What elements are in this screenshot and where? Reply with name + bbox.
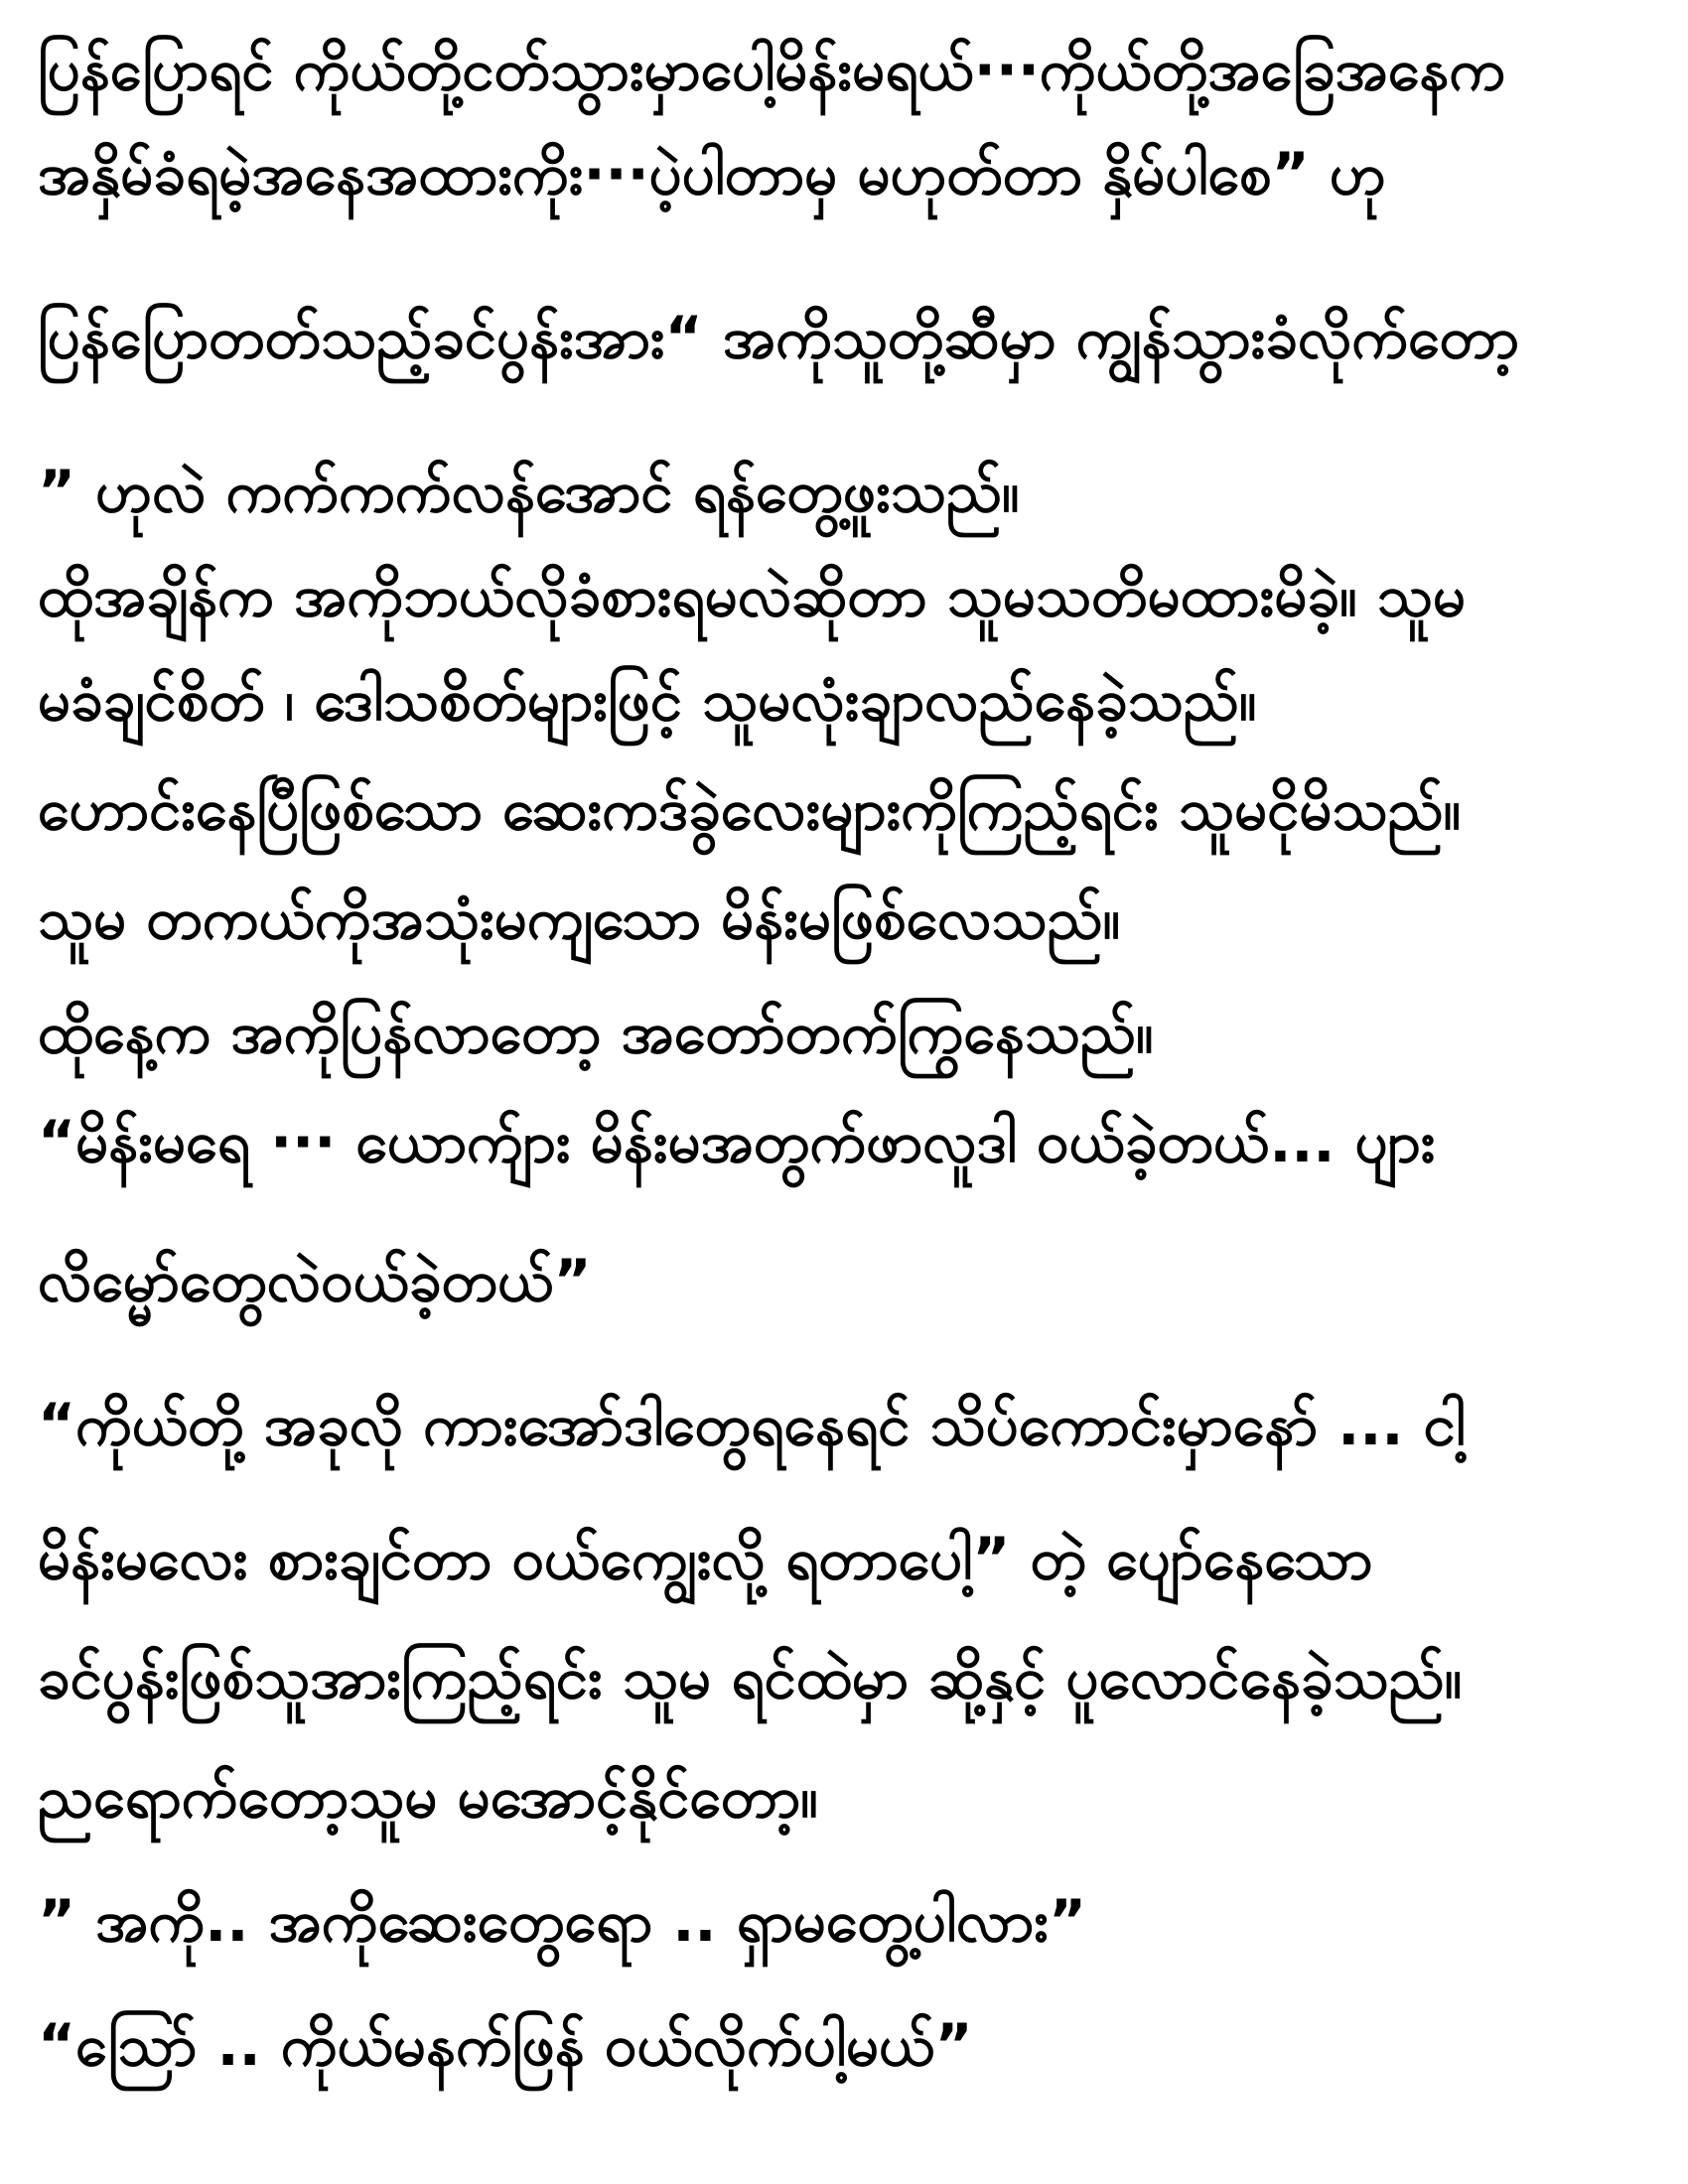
text-line: ” အကို.. အကိုဆေးတွေရော .. ရှာမတွေ့ပါလား” (38, 1887, 1087, 1955)
text-line: ဟောင်းနေပြီဖြစ်သော ဆေးကဒ်ခွဲလေးများကိုကြည့်ရင်း သူမငိုမိသည်။ (38, 775, 1462, 843)
text-line: ” ဟုလဲ ကက်ကက်လန်အောင် ရန်တွေ့ဖူးသည်။ (38, 458, 1020, 525)
text-line: ပြန်ပြောရင် ကိုယ်တို့ငတ်သွားမှာပေါ့မိန်းမရယ်···ကိုယ်တို့အခြေအနေက (38, 36, 1506, 103)
text-line: လိမ္မော်တွေလဲဝယ်ခဲ့တယ်” (38, 1247, 592, 1314)
text-line: ခင်ပွန်းဖြစ်သူအားကြည့်ရင်း သူမ ရင်ထဲမှာ ဆို့နှင့် ပူလောင်နေခဲ့သည်။ (38, 1644, 1463, 1711)
text-line: “ဩော် .. ကိုယ်မနက်ဖြန် ဝယ်လိုက်ပါ့မယ်” (38, 2011, 973, 2079)
text-line: ထိုအချိန်က အကိုဘယ်လိုခံစားရမလဲဆိုတာ သူမသတိမထားမိခဲ့။ သူမ (38, 562, 1467, 629)
text-line: ညရောက်တော့သူမ မအောင့်နိုင်တော့။ (38, 1763, 818, 1831)
text-line: “မိန်းမရေ ··· ယောက်ျား မိန်းမအတွက်ဖာလူဒါ ဝယ်ခဲ့တယ်... ပျား (38, 1108, 1436, 1175)
text-line: မိန်းမလေး စားချင်တာ ဝယ်ကျွေးလို့ ရတာပေါ့” တဲ့ ပျော်နေသော (38, 1525, 1373, 1592)
text-line: အနှိမ်ခံရမဲ့အနေအထားကိုး···ပဲ့ပါတာမှ မဟုတ်တာ နှိမ်ပါစေ” ဟု (38, 140, 1386, 207)
text-line: မခံချင်စိတ် ၊ ဒေါသစိတ်များဖြင့် သူမလုံးချာလည်နေခဲ့သည်။ (38, 666, 1257, 734)
text-line: ပြန်ပြောတတ်သည့်ခင်ပွန်းအား“ အကိုသူတို့ဆီမှာ ကျွန်သွားခံလိုက်တော့ (38, 304, 1519, 371)
text-line: သူမ တကယ်ကိုအသုံးမကျသော မိန်းမဖြစ်လေသည်။ (38, 885, 1121, 952)
text-line: ထိုနေ့က အကိုပြန်လာတော့ အတော်တက်ကြွနေသည်။ (38, 999, 1154, 1066)
text-line: “ကိုယ်တို့ အခုလို ကားအော်ဒါတွေရနေရင် သိပ်ကောင်းမှာနော် ... ငါ့ (38, 1391, 1466, 1458)
